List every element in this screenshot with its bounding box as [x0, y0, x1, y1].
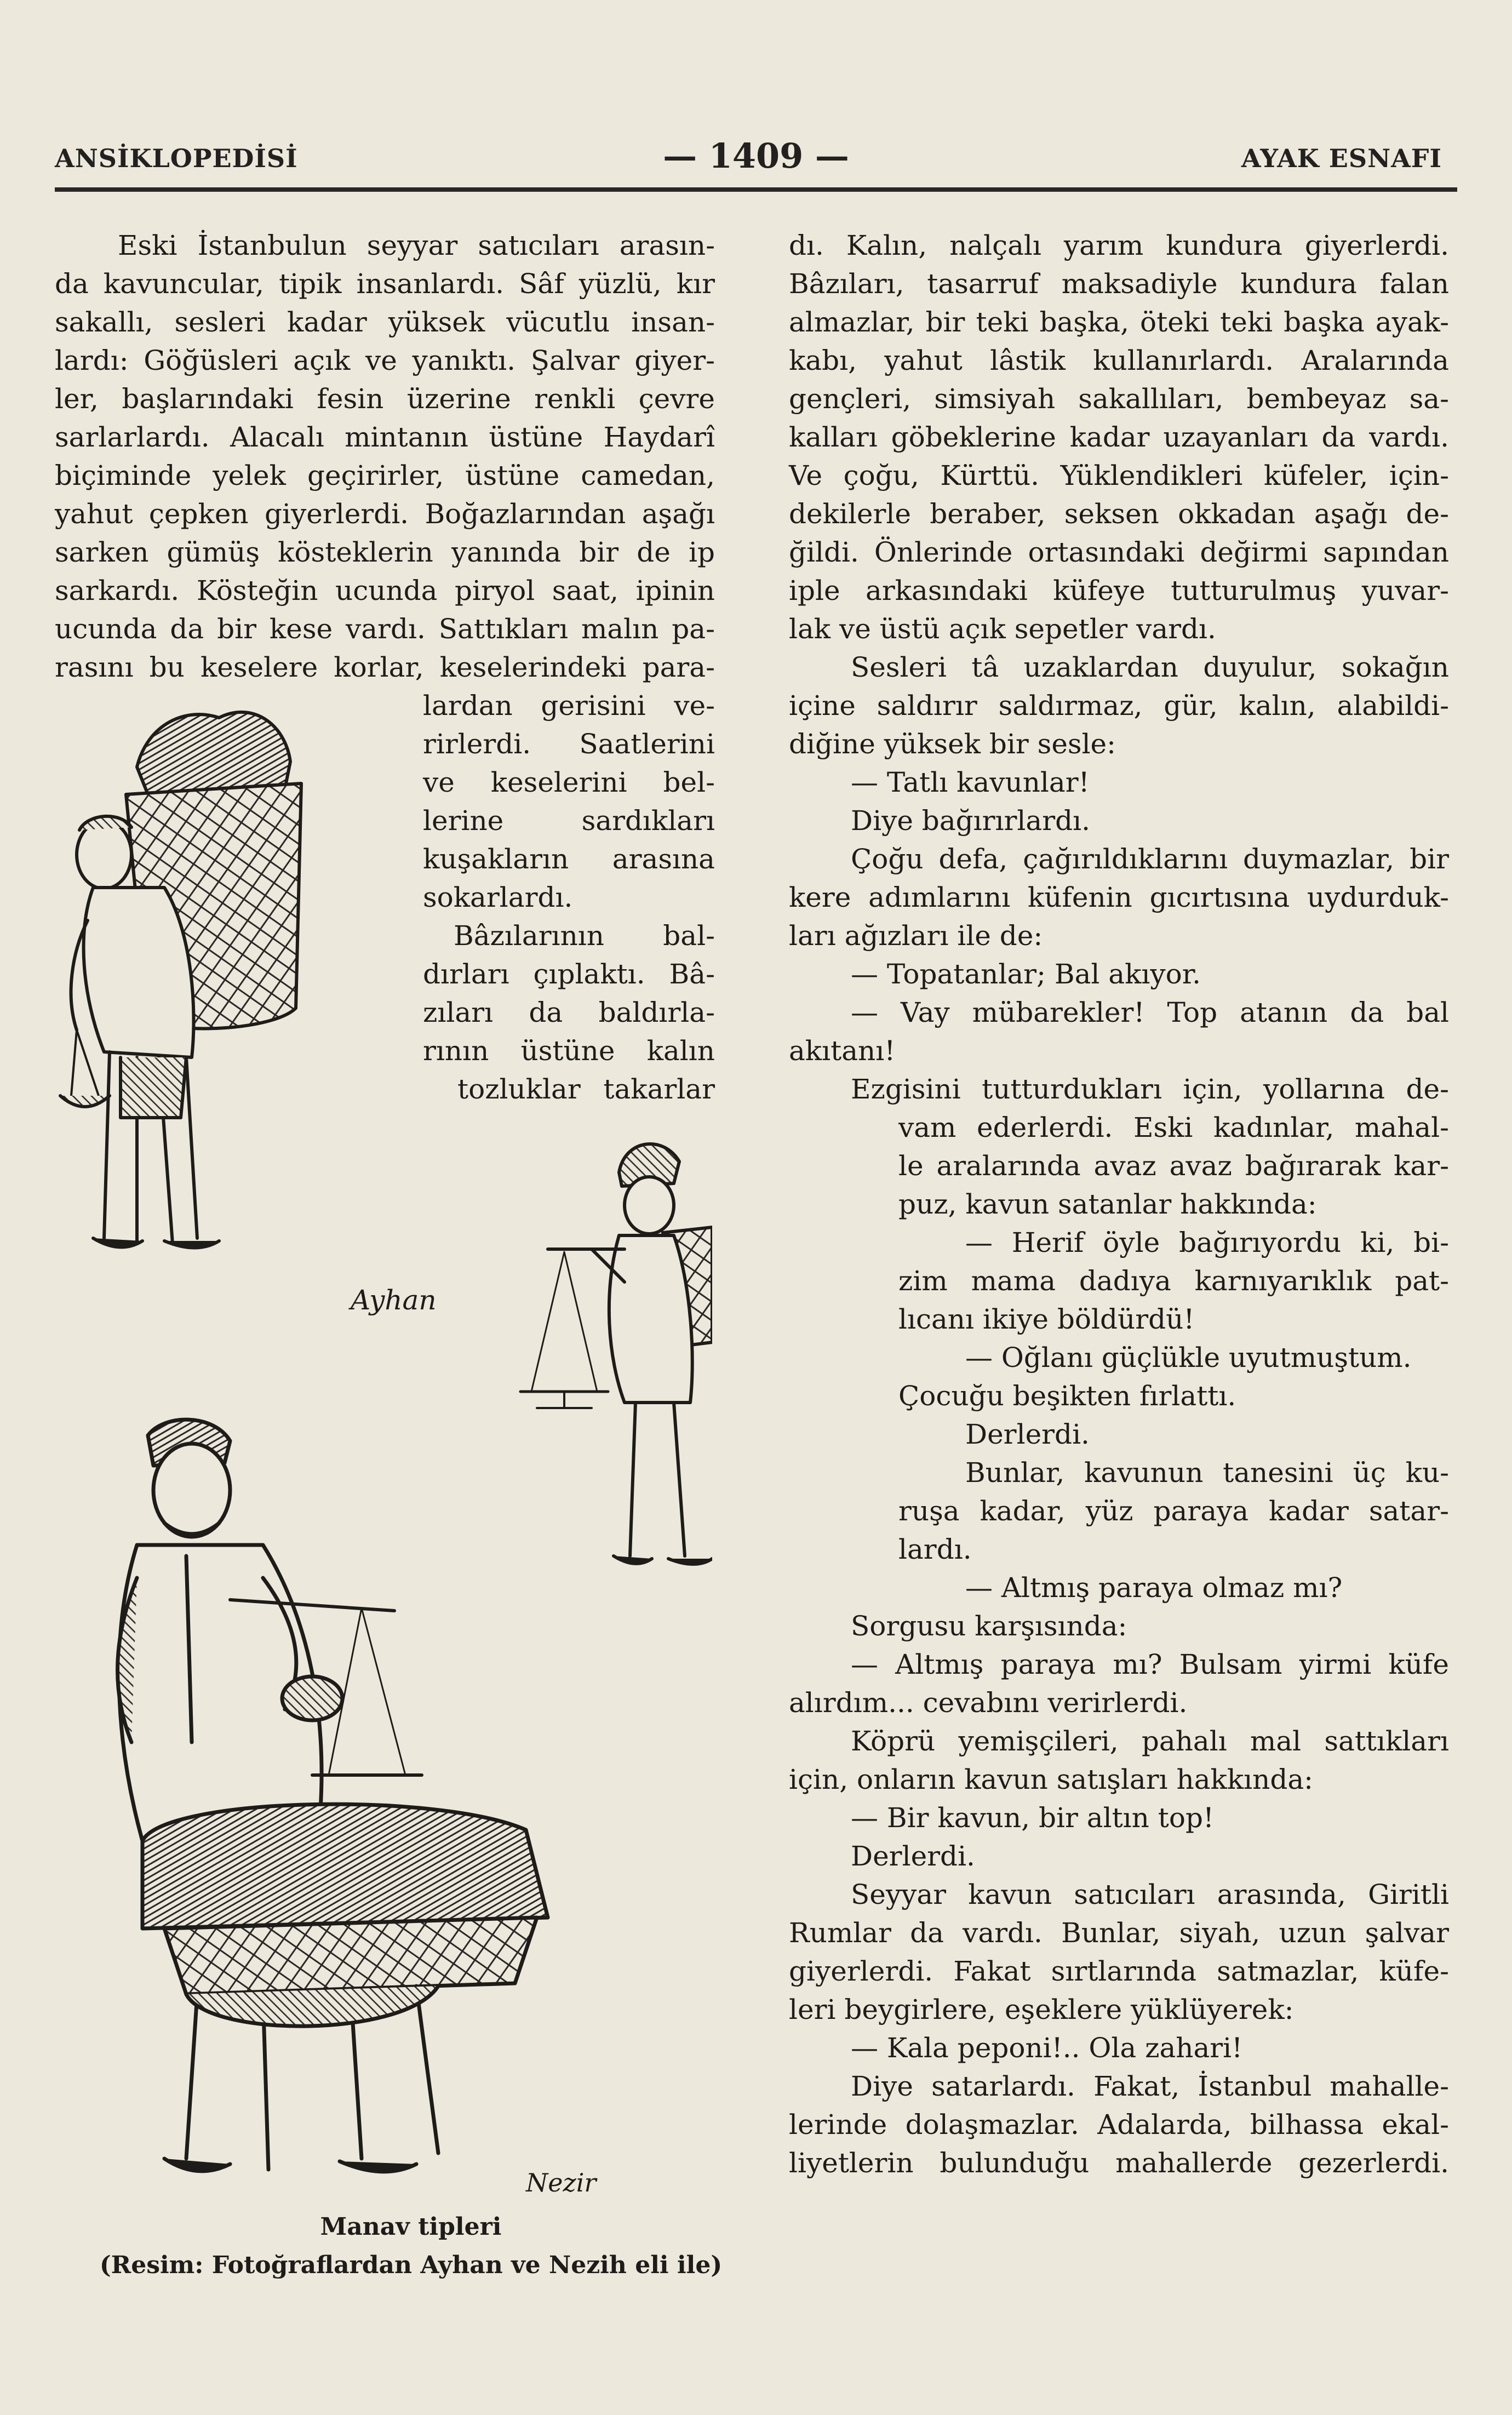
- text-line: — Vay mübarekler! Top atanın da bal: [851, 997, 1449, 1028]
- text-line: Bâzıları, tasarruf maksadiyle kundura falan: [789, 268, 1449, 300]
- text-line: kabı, yahut lâstik kullanırlardı. Aralarında: [789, 345, 1449, 376]
- text-line: — Altmış paraya mı? Bulsam yirmi küfe: [851, 1649, 1449, 1680]
- text-line: rının üstüne kalın: [423, 1035, 715, 1067]
- text-line: Bunlar, kavunun tanesini üç ku-: [965, 1457, 1449, 1489]
- text-line: Bâzılarının bal-: [454, 920, 715, 952]
- text-line: zim mama dadıya karnıyarıklık pat-: [898, 1265, 1449, 1297]
- text-line: akıtanı!: [789, 1035, 896, 1067]
- text-line: lardı: Göğüsleri açık ve yanıktı. Şalvar giyer-: [55, 345, 715, 376]
- text-line: rasını bu keselere korlar, keselerindeki para-: [55, 651, 715, 683]
- text-line: giyerlerdi. Fakat sırtlarında satmazlar, küfe-: [789, 1955, 1449, 1987]
- running-head-right: AYAK ESNAFI: [1241, 144, 1442, 173]
- text-line: vam ederlerdi. Eski kadınlar, mahal-: [898, 1112, 1449, 1143]
- text-line: leri beygirlere, eşeklere yüklüyerek:: [789, 1994, 1294, 2025]
- text-line: Seyyar kavun satıcıları arasında, Giritli: [851, 1879, 1449, 1910]
- running-head-left: ANSİKLOPEDİSİ: [55, 144, 298, 173]
- text-line: — Kala peponi!.. Ola zahari!: [851, 2032, 1243, 2064]
- text-line: Derlerdi.: [965, 1418, 1090, 1450]
- text-line: alırdım... cevabını verirlerdi.: [789, 1687, 1188, 1719]
- text-line: — Herif öyle bağırıyordu ki, bi-: [965, 1227, 1449, 1258]
- text-line: Ezgisini tutturdukları için, yollarına de-: [851, 1073, 1449, 1105]
- header-rule: [55, 187, 1457, 192]
- text-line: sokarlardı.: [423, 882, 573, 913]
- text-line: Derlerdi.: [851, 1840, 975, 1872]
- text-line: kalları göbeklerine kadar uzayanları da vardı.: [789, 421, 1449, 453]
- text-line: — Altmış paraya olmaz mı?: [965, 1572, 1343, 1604]
- text-line: sarlarlardı. Alacalı mintanın üstüne Haydarî: [55, 421, 715, 453]
- text-line: Sesleri tâ uzaklardan duyulur, sokağın: [851, 651, 1449, 683]
- text-line: kere adımlarını küfenin gıcırtısına uydurduk-: [789, 882, 1449, 913]
- text-line: — Tatlı kavunlar!: [851, 766, 1090, 798]
- text-line: sarken gümüş kösteklerin yanında bir de ip: [55, 536, 715, 568]
- text-line: Rumlar da vardı. Bunlar, siyah, uzun şalvar: [789, 1917, 1449, 1949]
- text-line: ruşa kadar, yüz paraya kadar satar-: [898, 1495, 1449, 1527]
- signature-ayhan: Ayhan: [351, 1284, 437, 1316]
- text-line: lak ve üstü açık sepetler vardı.: [789, 613, 1216, 645]
- text-line: tozluklar takarlar: [457, 1073, 715, 1105]
- text-line: lerine sardıkları: [423, 805, 715, 837]
- text-line: lardan gerisini ve-: [423, 690, 715, 722]
- text-line: biçiminde yelek geçirirler, üstüne camedan,: [55, 460, 715, 491]
- text-line: liyetlerin bulunduğu mahallerde gezerlerdi.: [789, 2147, 1449, 2179]
- text-line: da kavuncular, tipik insanlardı. Sâf yüzlü, kır: [55, 268, 715, 300]
- text-line: Diye bağırırlardı.: [851, 805, 1091, 837]
- text-line: sarkardı. Kösteğin ucunda piryol saat, ipinin: [55, 575, 715, 606]
- text-line: sakallı, sesleri kadar yüksek vücutlu insan-: [55, 306, 715, 338]
- text-line: zıları da baldırla-: [423, 997, 715, 1028]
- text-line: Ve çoğu, Kürttü. Yüklendikleri küfeler, için-: [789, 460, 1449, 491]
- text-line: ları ağızları ile de:: [789, 920, 1043, 952]
- text-line: ler, başlarındaki fesin üzerine renkli çevre: [55, 383, 715, 415]
- vendor-illustration: [55, 701, 712, 2224]
- text-line: için, onların kavun satışları hakkında:: [789, 1764, 1313, 1795]
- figure-caption-title: Manav tipleri: [320, 2213, 502, 2241]
- text-line: almazlar, bir teki başka, öteki teki başka ayak-: [789, 306, 1449, 338]
- text-line: le aralarında avaz avaz bağırarak kar-: [898, 1150, 1449, 1182]
- text-line: ucunda da bir kese vardı. Sattıkları malın pa-: [55, 613, 715, 645]
- text-line: dekilerle beraber, seksen okkadan aşağı de-: [789, 498, 1449, 530]
- text-line: — Bir kavun, bir altın top!: [851, 1802, 1215, 1834]
- text-line: iple arkasındaki küfeye tutturulmuş yuvar-: [789, 575, 1449, 606]
- signature-nezih: Nezir: [526, 2168, 597, 2197]
- figure-basket-carrier: [60, 712, 301, 1248]
- text-line: kuşakların arasına: [423, 843, 715, 875]
- text-line: lıcanı ikiye böldürdü!: [898, 1303, 1195, 1335]
- text-line: — Oğlanı güçlükle uyutmuştum.: [965, 1342, 1412, 1374]
- text-line: Çocuğu beşikten fırlattı.: [898, 1380, 1236, 1412]
- text-line: rirlerdi. Saatlerini: [423, 728, 715, 760]
- figure-scale-vendor: [520, 1144, 712, 1564]
- text-line: yahut çepken giyerlerdi. Boğazlarından aşağı: [55, 498, 715, 530]
- text-line: gençleri, simsiyah sakallıları, bembeyaz sa-: [789, 383, 1449, 415]
- text-line: puz, kavun satanlar hakkında:: [898, 1188, 1317, 1220]
- figure-caption-credit: (Resim: Fotoğraflardan Ayhan ve Nezih eli ile): [99, 2251, 723, 2279]
- text-line: — Topatanlar; Bal akıyor.: [851, 958, 1201, 990]
- page-number: — 1409 —: [663, 136, 849, 176]
- text-line: lardı.: [898, 1533, 972, 1565]
- figure-manav-vendor: [118, 1420, 548, 2172]
- text-line: içine saldırır saldırmaz, gür, kalın, alabildi-: [789, 690, 1449, 722]
- text-line: diğine yüksek bir sesle:: [789, 728, 1116, 760]
- text-line: ve keselerini bel-: [423, 766, 715, 798]
- text-line: Çoğu defa, çağırıldıklarını duymazlar, bir: [851, 843, 1449, 875]
- text-line: dı. Kalın, nalçalı yarım kundura giyerlerdi.: [789, 230, 1449, 261]
- text-line: ğildi. Önlerinde ortasındaki değirmi sapından: [789, 536, 1449, 568]
- text-line: lerinde dolaşmazlar. Adalarda, bilhassa ekal-: [789, 2109, 1449, 2141]
- text-line: Sorgusu karşısında:: [851, 1610, 1127, 1642]
- text-line: Köprü yemişçileri, pahalı mal sattıkları: [851, 1725, 1449, 1757]
- text-line: dırları çıplaktı. Bâ-: [423, 958, 715, 990]
- text-line: Eski İstanbulun seyyar satıcıları arasın-: [118, 230, 715, 261]
- text-line: Diye satarlardı. Fakat, İstanbul mahalle-: [851, 2070, 1449, 2102]
